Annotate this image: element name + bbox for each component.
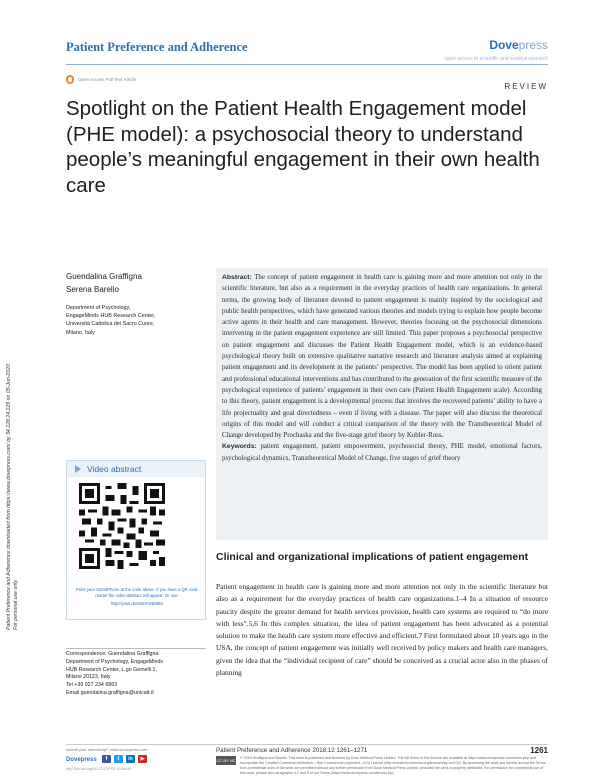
abstract-paragraph xyxy=(222,272,542,441)
correspondence-line: Milano 20123, Italy xyxy=(66,674,111,681)
correspondence-line: HUB Research Center, L.go Gemelli 1, xyxy=(66,666,157,673)
author-list xyxy=(66,270,142,296)
video-link[interactable]: http://youtu.be/o0cFvNb9Bo xyxy=(111,601,163,606)
author-name: Guendalina Graffigna xyxy=(66,272,142,281)
keywords-paragraph xyxy=(222,441,542,464)
correspondence-block xyxy=(66,651,211,698)
video-abstract-header[interactable] xyxy=(67,461,205,477)
license-text: © 2018 Graffigna and Barello. This work is published and licensed by Dove Medical Press Limited. The full terms of this license are available at https://www.dovepress.com/terms.php and incorporate the Creative Commons Attribution – Non Commercial (unported, v3.0) License (http://creativecommons.org/licenses/by-nc/3.0/). By accessing the work you hereby accept the Terms. Non-commercial uses of the work are permitted without any further permission from Dove Medical Press Limited, provided the work is properly attributed. For permission for commercial use of this work, please see paragraphs 4.2 and 5 of our Terms (https://www.dovepress.com/terms.php). xyxy=(240,756,547,775)
correspondence-line: Department of Psychology, EngageMinds xyxy=(66,658,164,665)
footer-dovepress-logo[interactable]: Dovepress xyxy=(66,757,97,763)
correspondence-line: Correspondence: Guendalina Graffigna xyxy=(66,651,159,657)
video-abstract-box xyxy=(66,460,206,620)
footer-rule xyxy=(66,744,548,745)
article-type: REVIEW xyxy=(504,82,548,91)
qr-instructions: Point your SmartPhone at the code above. If you have a QR code reader the video abstract will appear. Or use: xyxy=(76,587,198,598)
header-rule xyxy=(66,64,548,65)
affiliation-line: Department of Psychology, xyxy=(66,305,131,311)
affiliation-line: Università Cattolica del Sacro Cuore, xyxy=(66,321,155,328)
play-icon xyxy=(75,465,81,473)
download-watermark-line1: Patient Preference and Adherence downloaded from https://www.dovepress.com/ by 34.228.24.229 on 05-Jun-2020 xyxy=(6,364,12,630)
open-access-badge xyxy=(66,75,136,84)
doi-link[interactable]: http://dx.doi.org/10.2147/PPA.S145646 xyxy=(66,767,132,771)
affiliation xyxy=(66,304,206,337)
journal-name: Patient Preference and Adherence xyxy=(66,40,248,54)
open-access-label: Open Access Full Text Article xyxy=(78,77,136,82)
section-heading: Clinical and organizational implications of patient engagement xyxy=(216,551,529,563)
publisher-tagline: open access to scientific and medical research xyxy=(444,56,548,62)
submit-manuscript-link[interactable]: submit your manuscript | www.dovepress.com xyxy=(66,747,148,752)
qr-code-icon[interactable] xyxy=(79,483,165,569)
publisher-light: press xyxy=(518,38,548,52)
twitter-icon[interactable]: t xyxy=(114,755,123,763)
linkedin-icon[interactable]: in xyxy=(126,755,135,763)
page-number: 1261 xyxy=(530,746,548,755)
section-body: Patient engagement in health care is gaining more and more attention not only in the scientific literature but also as a requirement for the everyday practices of health care organizations.1–4 In a situation of resource paucity despite the greater demand for health services provision, health care systems are required to “do more with less”.5,6 In this complex situation, the idea of patient engagement has been advocated as a potential solution to make the health care system more effective and efficient.7 First formulated about 10 years ago in the USA, the concept of patient engagement was initially well received by policy makers and health care managers, given the idea that the “individual recipient of care” should be conceived as a crucial actor also in the phases of planning xyxy=(216,582,548,678)
footer-citation: Patient Preference and Adherence 2018:12 1261–1271 xyxy=(216,747,368,754)
download-watermark xyxy=(6,364,20,630)
license-block xyxy=(216,756,548,776)
author-name: Serena Barello xyxy=(66,285,119,294)
keywords-label: Keywords: xyxy=(222,443,257,451)
creative-commons-icon[interactable]: CC BY NC xyxy=(216,758,236,763)
affiliation-line: EngageMinds HUB Research Center, xyxy=(66,313,156,320)
abstract-text: The concept of patient engagement in health care is gaining more and more attention not only in the scientific literature, but also as a requirement in the everyday practices of health care organizations. In general terms, the growing body of literature devoted to patient engagement is mainly inspired by the sociological and public health perspectives, which have generated various theories and models trying to explain how people become active agents in their health and care management. However, theories focusing on the psychosocial dimensions intervening in the patient engagement experience are still limited. This paper proposes a psychosocial perspective on patient engagement and discusses the Patient Health Engagement model, which is an evidence-based psychological theory built on extensive qualitative narrative research and literature analysis aimed at explaining patient engagement and its development in the patients’ perspective. The model has been applied to orient patient and professional educational interventions and has contributed to the generation of the first scientific measure of the psychological experience of patients’ engagement in their own care (Patient Health Engagement scale). According to this theory, patient engagement is a developmental process that involves the recovered patients’ ability to have a life projectuality and goal directedness – even if living with a disease. The paper will also discuss the theoretical origins of this model and will conduct a critical comparison of the theory with the Transtheoretical Model of Change developed by Prochaska and the five-stage grief theory by Kubler-Ross. xyxy=(222,274,542,440)
affiliation-line: Milano, Italy xyxy=(66,329,95,336)
abstract-box xyxy=(216,268,548,540)
download-watermark-line2: For personal use only. xyxy=(13,579,19,630)
article-title: Spotlight on the Patient Health Engagement model (PHE model): a psychosocial theory to understand people’s meaningful engagement in their own health care xyxy=(66,97,540,197)
correspondence-rule xyxy=(66,648,206,649)
abstract-label: Abstract: xyxy=(222,274,252,281)
correspondence-email[interactable]: Email guendalina.graffigna@unicatt.it xyxy=(66,689,154,696)
social-links xyxy=(102,755,147,763)
facebook-icon[interactable]: f xyxy=(102,755,111,763)
publisher-logo[interactable] xyxy=(489,38,548,52)
correspondence-line: Tel +39 027 234 6863 xyxy=(66,682,118,689)
publisher-bold: Dove xyxy=(489,38,519,52)
youtube-icon[interactable]: ▶ xyxy=(138,755,147,763)
keywords-text: patient engagement, patient empowerment, psychosocial theory, PHE model, emotional factors, psychological dynamics, Transtheoretical Model of Change, five stages of grief theory xyxy=(222,443,542,462)
open-lock-icon xyxy=(66,75,74,84)
video-abstract-label: Video abstract xyxy=(87,464,142,474)
